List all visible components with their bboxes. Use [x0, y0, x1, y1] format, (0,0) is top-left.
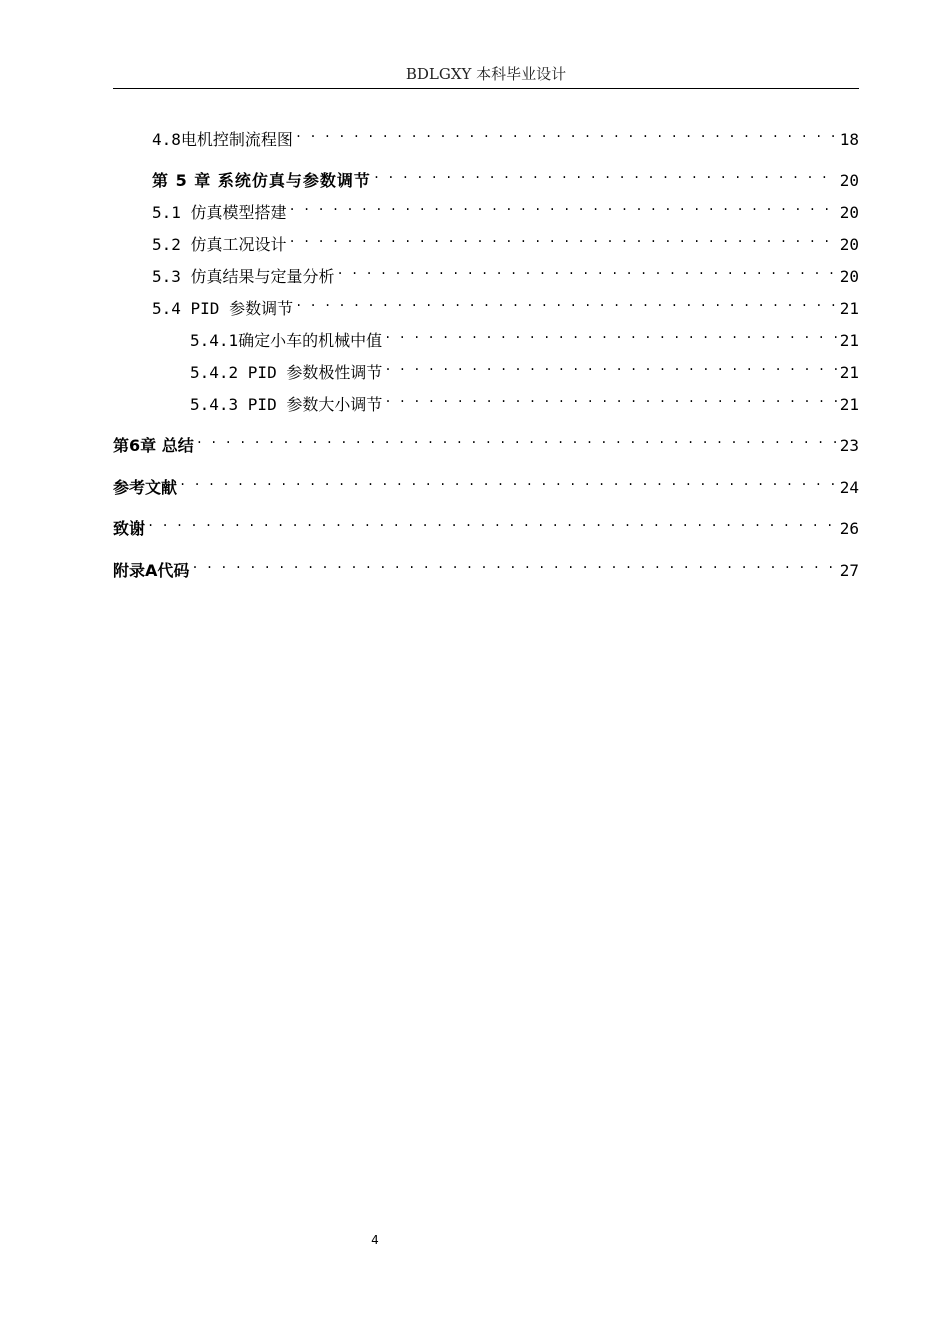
toc-entry-label: 5.4 PID 参数调节 [152, 299, 294, 318]
toc-entry-acknowledgements[interactable] [113, 510, 859, 538]
toc-dot-leader [373, 162, 838, 186]
toc-entry-page: 20 [839, 235, 859, 254]
toc-entry-label: 第 5 章 系统仿真与参数调节 [152, 171, 371, 190]
toc-entry-label: 5.4.1确定小车的机械中值 [190, 331, 383, 350]
toc-dot-leader [196, 427, 838, 451]
toc-entry-5-3[interactable] [152, 258, 859, 286]
toc-entry-label: 4.8电机控制流程图 [152, 130, 293, 149]
toc-entry-chapter-5[interactable] [152, 162, 859, 190]
toc-dot-leader [289, 194, 838, 218]
toc-entry-4-8[interactable] [152, 121, 859, 149]
toc-entry-5-2[interactable] [152, 226, 859, 254]
running-header: BDLGXY 本科毕业设计 [405, 65, 567, 83]
toc-entry-page: 18 [839, 130, 859, 149]
toc-entry-5-1[interactable] [152, 194, 859, 222]
toc-entry-appendix-a[interactable] [113, 552, 859, 580]
toc-dot-leader [384, 354, 837, 378]
toc-entry-label: 5.3 仿真结果与定量分析 [152, 267, 335, 286]
toc-dot-leader [295, 121, 838, 145]
toc-dot-leader [384, 386, 837, 410]
toc-dot-leader [191, 552, 837, 576]
toc-entry-5-4-1[interactable] [190, 322, 859, 350]
toc-entry-page: 20 [839, 203, 859, 222]
toc-entry-chapter-6[interactable] [113, 427, 859, 455]
toc-dot-leader [337, 258, 838, 282]
toc-entry-page: 26 [839, 519, 859, 538]
toc-entry-label: 5.4.3 PID 参数大小调节 [190, 395, 383, 414]
toc-entry-label: 5.2 仿真工况设计 [152, 235, 287, 254]
toc-dot-leader [147, 510, 838, 534]
toc-entry-5-4-2[interactable] [190, 354, 859, 382]
toc-entry-label: 致谢 [113, 519, 146, 538]
toc-entry-label: 5.4.2 PID 参数极性调节 [190, 363, 383, 382]
toc-dot-leader [384, 322, 838, 346]
toc-entry-page: 21 [839, 395, 859, 414]
toc-entry-label: 附录A代码 [113, 561, 190, 580]
toc-entry-label: 参考文献 [113, 478, 178, 497]
toc-entry-page: 20 [839, 267, 859, 286]
toc-entry-label: 5.1 仿真模型搭建 [152, 203, 287, 222]
toc-entry-page: 20 [839, 171, 859, 190]
toc-entry-page: 23 [839, 436, 859, 455]
toc-entry-page: 27 [839, 561, 859, 580]
toc-entry-page: 21 [839, 299, 859, 318]
toc-entry-references[interactable] [113, 469, 859, 497]
toc-entry-5-4-3[interactable] [190, 386, 859, 414]
toc-dot-leader [289, 226, 838, 250]
page-number: 4 [371, 1233, 379, 1247]
toc-entry-label: 第6章 总结 [113, 436, 194, 455]
toc-entry-5-4[interactable] [152, 290, 859, 318]
toc-dot-leader [179, 469, 838, 493]
toc-entry-page: 21 [839, 331, 859, 350]
toc-entry-page: 21 [839, 363, 859, 382]
toc-dot-leader [295, 290, 838, 314]
toc-entry-page: 24 [839, 478, 859, 497]
header-rule [113, 88, 859, 89]
